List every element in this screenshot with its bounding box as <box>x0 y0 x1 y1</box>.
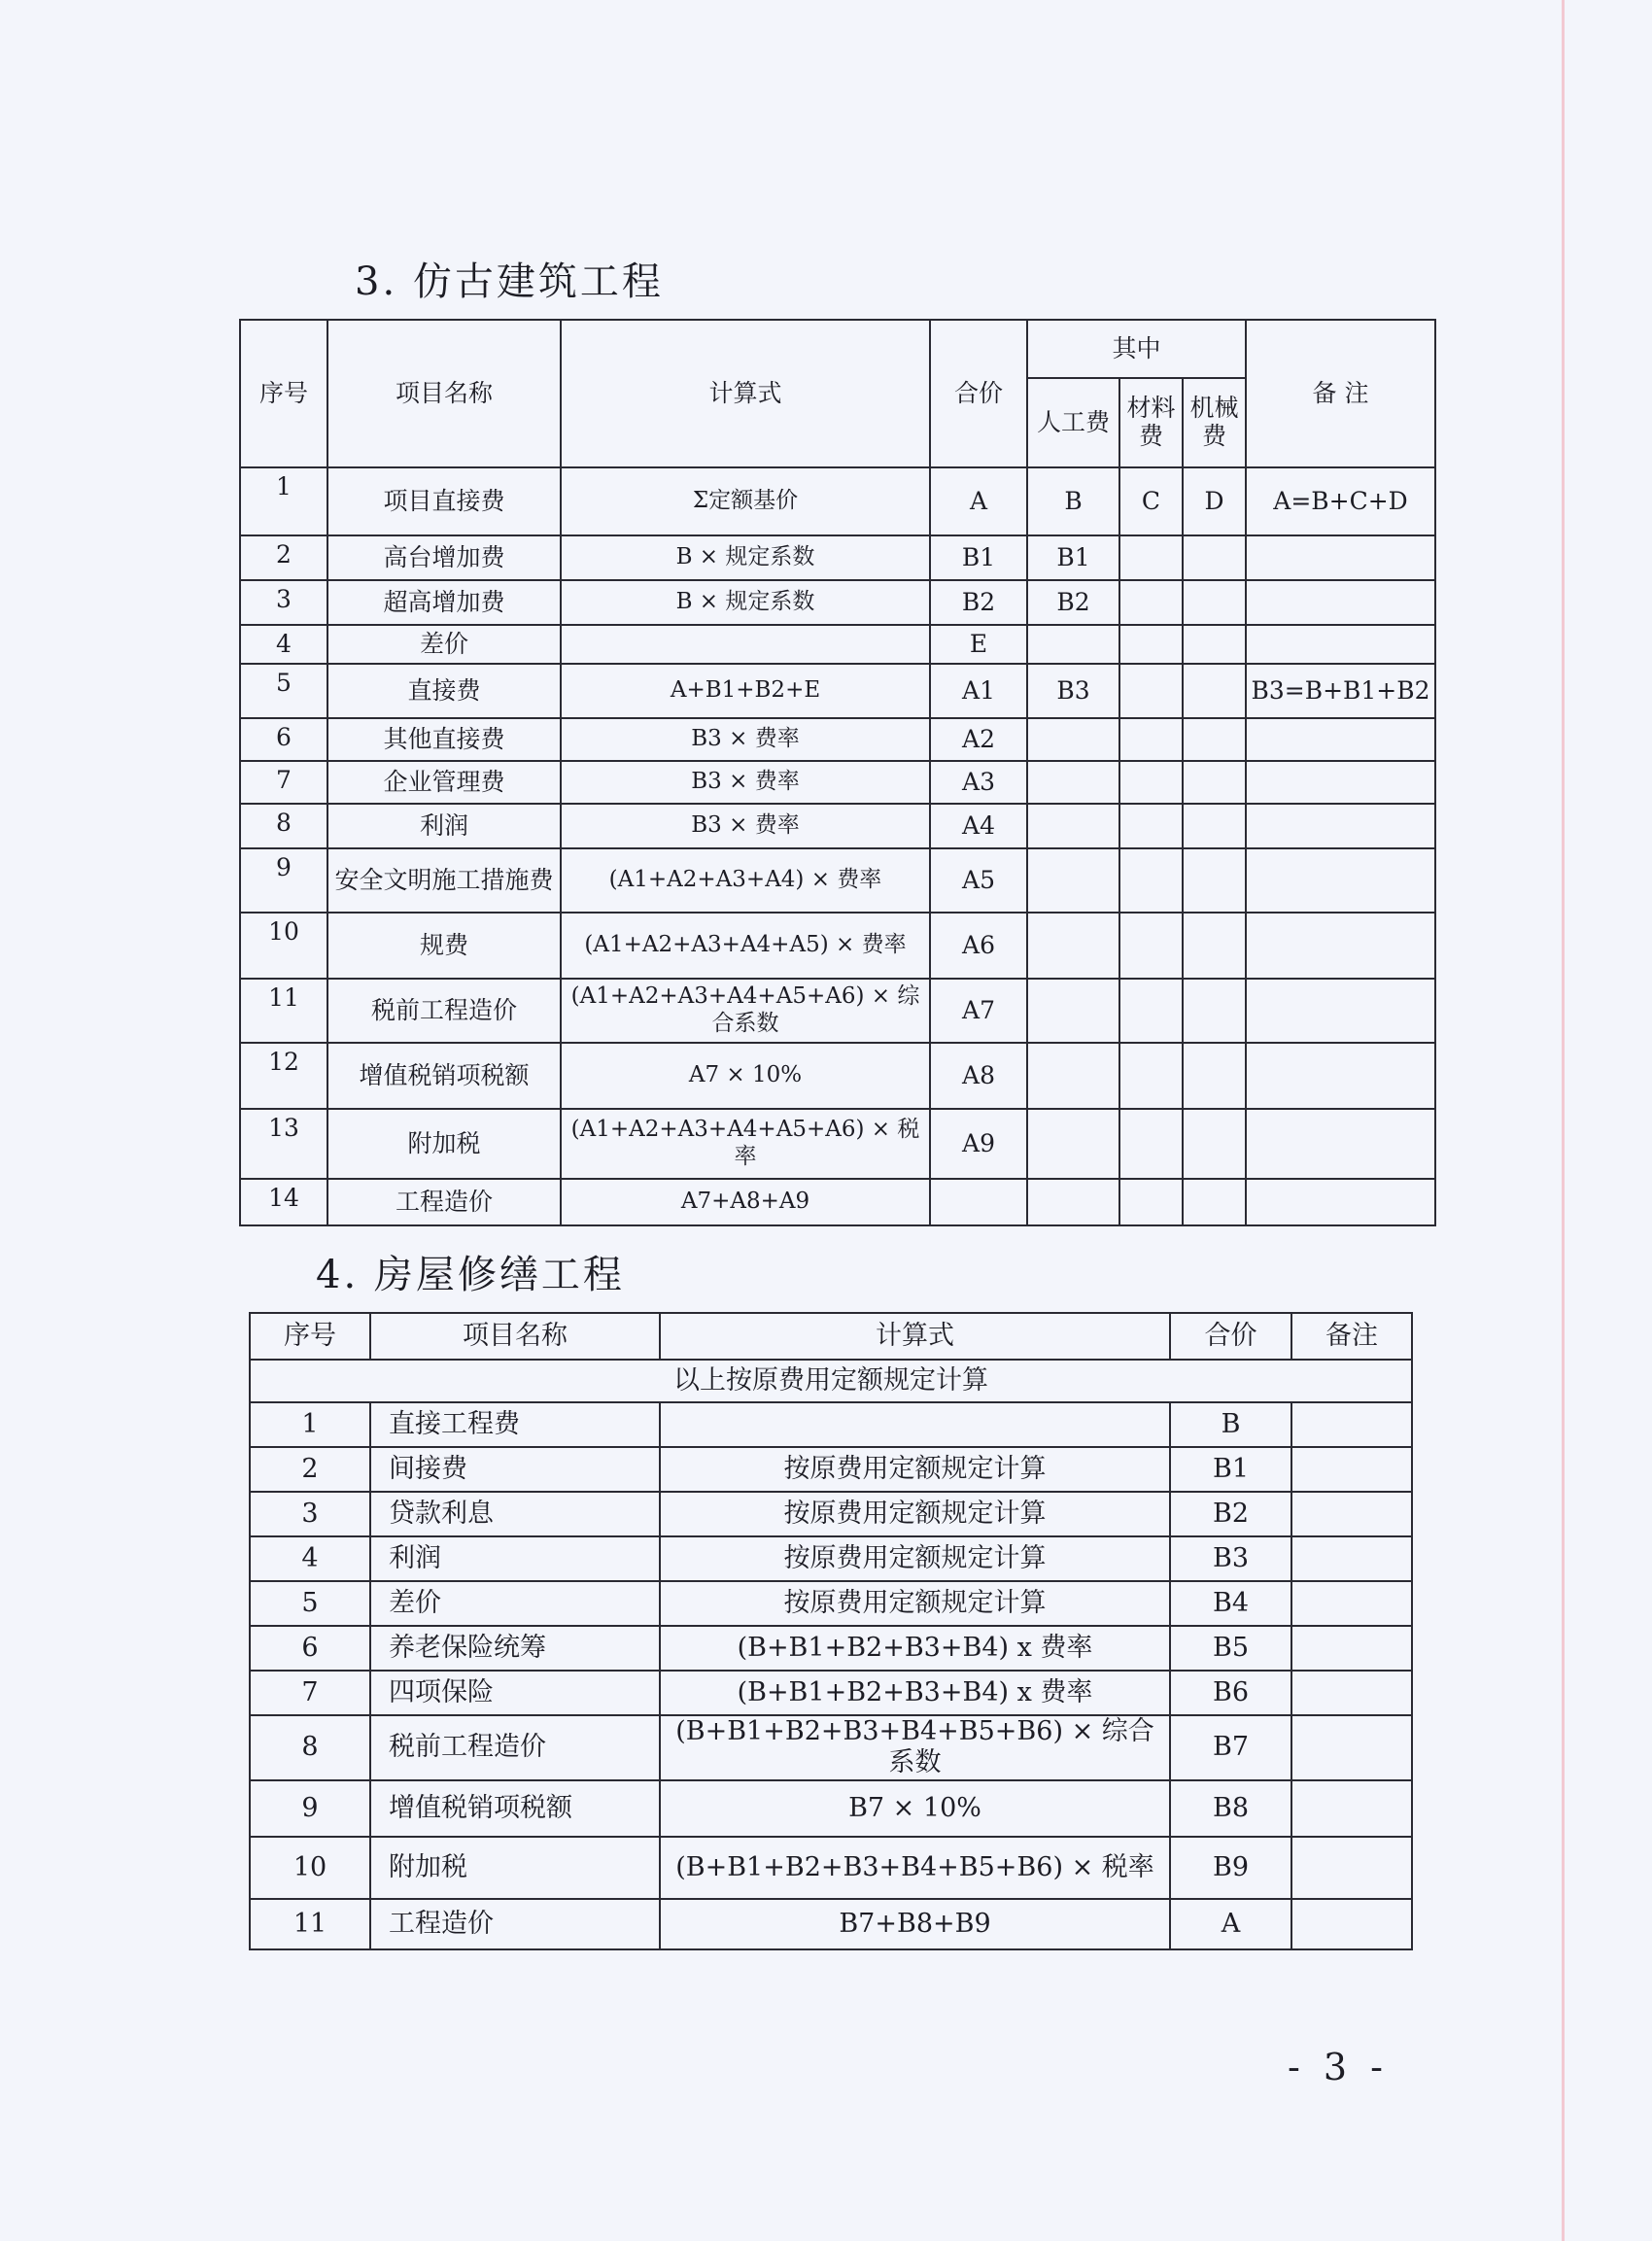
cell-name: 工程造价 <box>370 1899 660 1949</box>
cell-remark <box>1246 761 1435 804</box>
cell-labor <box>1027 1043 1119 1109</box>
cell-total: B6 <box>1170 1671 1291 1715</box>
header-remark: 备 注 <box>1246 320 1435 467</box>
cell-material <box>1119 913 1183 979</box>
cell-name: 其他直接费 <box>327 718 561 761</box>
page-edge-line <box>1562 0 1565 2241</box>
cell-formula: B7+B8+B9 <box>660 1899 1170 1949</box>
table-row <box>240 535 1435 580</box>
cell-machine: D <box>1183 467 1246 535</box>
table-row <box>240 580 1435 625</box>
cell-no: 10 <box>250 1837 370 1899</box>
cell-remark <box>1291 1536 1412 1581</box>
table-row <box>250 1715 1412 1780</box>
header-machine: 机械费 <box>1183 378 1246 467</box>
cell-remark <box>1246 804 1435 848</box>
cell-no: 13 <box>240 1109 327 1179</box>
cell-total: A9 <box>930 1109 1027 1179</box>
cell-material <box>1119 664 1183 718</box>
table-row <box>240 979 1435 1043</box>
cell-material <box>1119 718 1183 761</box>
cell-name: 差价 <box>370 1581 660 1626</box>
cell-material <box>1119 979 1183 1043</box>
cell-formula: (B+B1+B2+B3+B4+B5+B6) × 综合系数 <box>660 1715 1170 1780</box>
cell-total: B8 <box>1170 1780 1291 1837</box>
cell-remark <box>1246 580 1435 625</box>
cell-remark: B3=B+B1+B2 <box>1246 664 1435 718</box>
cell-no: 3 <box>250 1492 370 1536</box>
cell-formula: 按原费用定额规定计算 <box>660 1492 1170 1536</box>
cell-remark <box>1291 1447 1412 1492</box>
table-row <box>240 804 1435 848</box>
cell-no: 2 <box>240 535 327 580</box>
cell-labor <box>1027 1109 1119 1179</box>
cell-remark <box>1246 1043 1435 1109</box>
cell-total: B <box>1170 1402 1291 1447</box>
cell-formula: A7 × 10% <box>561 1043 930 1109</box>
cell-name: 增值税销项税额 <box>327 1043 561 1109</box>
cell-formula: B3 × 费率 <box>561 718 930 761</box>
cell-labor <box>1027 718 1119 761</box>
cell-total: A <box>930 467 1027 535</box>
cell-remark <box>1246 913 1435 979</box>
cell-no: 5 <box>250 1581 370 1626</box>
cell-remark <box>1246 625 1435 664</box>
cell-material <box>1119 1109 1183 1179</box>
cell-total: B2 <box>1170 1492 1291 1536</box>
cell-remark <box>1246 535 1435 580</box>
cell-formula: B3 × 费率 <box>561 761 930 804</box>
cell-formula: (B+B1+B2+B3+B4) x 费率 <box>660 1671 1170 1715</box>
cell-formula: (B+B1+B2+B3+B4) x 费率 <box>660 1626 1170 1671</box>
table-row <box>240 1043 1435 1109</box>
cell-name: 附加税 <box>370 1837 660 1899</box>
cell-machine <box>1183 664 1246 718</box>
cell-total: A3 <box>930 761 1027 804</box>
cell-material <box>1119 625 1183 664</box>
cell-no: 3 <box>240 580 327 625</box>
cell-no: 5 <box>240 664 327 718</box>
fee-table-house-repair <box>249 1312 1413 1950</box>
cell-no: 14 <box>240 1179 327 1225</box>
cell-remark <box>1291 1626 1412 1671</box>
cell-no: 6 <box>250 1626 370 1671</box>
header-total: 合价 <box>930 320 1027 467</box>
cell-total: B1 <box>930 535 1027 580</box>
cell-total: B7 <box>1170 1715 1291 1780</box>
cell-formula <box>660 1402 1170 1447</box>
cell-name: 工程造价 <box>327 1179 561 1225</box>
header-of-which: 其中 <box>1027 320 1246 378</box>
cell-remark <box>1246 848 1435 913</box>
cell-name: 安全文明施工措施费 <box>327 848 561 913</box>
cell-no: 1 <box>250 1402 370 1447</box>
cell-total: A7 <box>930 979 1027 1043</box>
cell-name: 贷款利息 <box>370 1492 660 1536</box>
cell-no: 10 <box>240 913 327 979</box>
table-row <box>240 761 1435 804</box>
cell-machine <box>1183 580 1246 625</box>
cell-machine <box>1183 625 1246 664</box>
cell-name: 附加税 <box>327 1109 561 1179</box>
cell-no: 6 <box>240 718 327 761</box>
cell-no: 4 <box>240 625 327 664</box>
cell-name: 高台增加费 <box>327 535 561 580</box>
cell-machine <box>1183 848 1246 913</box>
cell-material <box>1119 848 1183 913</box>
page-number: - 3 - <box>1288 2046 1390 2088</box>
cell-total <box>930 1179 1027 1225</box>
table-row <box>250 1402 1412 1447</box>
table-row <box>240 1179 1435 1225</box>
cell-machine <box>1183 1043 1246 1109</box>
header-formula: 计算式 <box>660 1313 1170 1360</box>
cell-name: 增值税销项税额 <box>370 1780 660 1837</box>
cell-total: A5 <box>930 848 1027 913</box>
cell-formula: (A1+A2+A3+A4+A5+A6) × 综合系数 <box>561 979 930 1043</box>
cell-remark <box>1291 1492 1412 1536</box>
cell-total: B9 <box>1170 1837 1291 1899</box>
span-note-row: 以上按原费用定额规定计算 <box>250 1360 1412 1402</box>
table-row <box>250 1671 1412 1715</box>
cell-formula: (A1+A2+A3+A4+A5) × 费率 <box>561 913 930 979</box>
cell-labor <box>1027 913 1119 979</box>
cell-machine <box>1183 979 1246 1043</box>
table-row <box>240 913 1435 979</box>
cell-total: B4 <box>1170 1581 1291 1626</box>
cell-material <box>1119 804 1183 848</box>
cell-machine <box>1183 804 1246 848</box>
cell-formula: 按原费用定额规定计算 <box>660 1447 1170 1492</box>
cell-name: 间接费 <box>370 1447 660 1492</box>
cell-formula: 按原费用定额规定计算 <box>660 1536 1170 1581</box>
cell-name: 税前工程造价 <box>327 979 561 1043</box>
cell-formula: (A1+A2+A3+A4+A5+A6) × 税率 <box>561 1109 930 1179</box>
table-row <box>240 664 1435 718</box>
cell-labor <box>1027 804 1119 848</box>
cell-remark <box>1291 1715 1412 1780</box>
cell-labor <box>1027 979 1119 1043</box>
cell-total: B5 <box>1170 1626 1291 1671</box>
cell-no: 9 <box>250 1780 370 1837</box>
cell-remark <box>1291 1780 1412 1837</box>
cell-total: B2 <box>930 580 1027 625</box>
cell-material <box>1119 761 1183 804</box>
table-row <box>240 848 1435 913</box>
cell-total: A4 <box>930 804 1027 848</box>
cell-material <box>1119 1043 1183 1109</box>
cell-total: B3 <box>1170 1536 1291 1581</box>
cell-material <box>1119 535 1183 580</box>
cell-machine <box>1183 535 1246 580</box>
cell-no: 2 <box>250 1447 370 1492</box>
cell-name: 超高增加费 <box>327 580 561 625</box>
cell-name: 四项保险 <box>370 1671 660 1715</box>
cell-no: 7 <box>240 761 327 804</box>
cell-name: 养老保险统筹 <box>370 1626 660 1671</box>
cell-total: A6 <box>930 913 1027 979</box>
cell-machine <box>1183 1109 1246 1179</box>
cell-machine <box>1183 913 1246 979</box>
table-row <box>250 1536 1412 1581</box>
cell-remark <box>1246 979 1435 1043</box>
header-seq: 序号 <box>250 1313 370 1360</box>
cell-formula: B × 规定系数 <box>561 580 930 625</box>
cell-remark <box>1246 1179 1435 1225</box>
header-labor: 人工费 <box>1027 378 1119 467</box>
cell-remark <box>1291 1671 1412 1715</box>
cell-formula <box>561 625 930 664</box>
cell-material <box>1119 1179 1183 1225</box>
cell-labor: B1 <box>1027 535 1119 580</box>
cell-formula: 按原费用定额规定计算 <box>660 1581 1170 1626</box>
cell-name: 直接工程费 <box>370 1402 660 1447</box>
cell-formula: B3 × 费率 <box>561 804 930 848</box>
table-row <box>240 467 1435 535</box>
cell-remark <box>1246 1109 1435 1179</box>
cell-labor: B3 <box>1027 664 1119 718</box>
cell-name: 项目直接费 <box>327 467 561 535</box>
cell-formula: (A1+A2+A3+A4) × 费率 <box>561 848 930 913</box>
section-4-title: 4. 房屋修缮工程 <box>316 1253 625 1297</box>
cell-no: 8 <box>250 1715 370 1780</box>
cell-remark <box>1291 1899 1412 1949</box>
cell-remark <box>1246 718 1435 761</box>
cell-no: 11 <box>240 979 327 1043</box>
cell-name: 企业管理费 <box>327 761 561 804</box>
table-row <box>250 1626 1412 1671</box>
cell-formula: B7 × 10% <box>660 1780 1170 1837</box>
cell-labor <box>1027 848 1119 913</box>
header-seq: 序号 <box>240 320 327 467</box>
cell-total: A1 <box>930 664 1027 718</box>
cell-labor <box>1027 761 1119 804</box>
cell-machine <box>1183 1179 1246 1225</box>
header-name: 项目名称 <box>370 1313 660 1360</box>
cell-no: 12 <box>240 1043 327 1109</box>
cell-remark <box>1291 1581 1412 1626</box>
cell-total: B1 <box>1170 1447 1291 1492</box>
table-row <box>250 1837 1412 1899</box>
cell-labor: B2 <box>1027 580 1119 625</box>
cell-remark <box>1291 1837 1412 1899</box>
table-row <box>240 1109 1435 1179</box>
table-row <box>240 718 1435 761</box>
cell-machine <box>1183 718 1246 761</box>
table-row <box>250 1899 1412 1949</box>
header-total: 合价 <box>1170 1313 1291 1360</box>
table-row <box>250 1780 1412 1837</box>
fee-table-antique-building <box>239 319 1436 1226</box>
cell-labor <box>1027 1179 1119 1225</box>
cell-labor: B <box>1027 467 1119 535</box>
cell-total: A8 <box>930 1043 1027 1109</box>
cell-formula: (B+B1+B2+B3+B4+B5+B6) × 税率 <box>660 1837 1170 1899</box>
table-row <box>250 1447 1412 1492</box>
cell-total: E <box>930 625 1027 664</box>
cell-total: A2 <box>930 718 1027 761</box>
cell-formula: B × 规定系数 <box>561 535 930 580</box>
cell-formula: A7+A8+A9 <box>561 1179 930 1225</box>
cell-name: 利润 <box>370 1536 660 1581</box>
cell-name: 直接费 <box>327 664 561 718</box>
cell-formula: A+B1+B2+E <box>561 664 930 718</box>
section-3-title: 3. 仿古建筑工程 <box>355 259 664 304</box>
cell-no: 1 <box>240 467 327 535</box>
cell-material: C <box>1119 467 1183 535</box>
cell-remark <box>1291 1402 1412 1447</box>
table-row <box>240 625 1435 664</box>
cell-remark: A=B+C+D <box>1246 467 1435 535</box>
header-name: 项目名称 <box>327 320 561 467</box>
cell-name: 税前工程造价 <box>370 1715 660 1780</box>
table-row <box>250 1581 1412 1626</box>
cell-name: 差价 <box>327 625 561 664</box>
cell-no: 8 <box>240 804 327 848</box>
cell-formula: Σ定额基价 <box>561 467 930 535</box>
cell-labor <box>1027 625 1119 664</box>
table-row <box>250 1492 1412 1536</box>
cell-no: 7 <box>250 1671 370 1715</box>
cell-total: A <box>1170 1899 1291 1949</box>
cell-name: 规费 <box>327 913 561 979</box>
header-formula: 计算式 <box>561 320 930 467</box>
header-remark: 备注 <box>1291 1313 1412 1360</box>
cell-no: 4 <box>250 1536 370 1581</box>
cell-name: 利润 <box>327 804 561 848</box>
cell-machine <box>1183 761 1246 804</box>
cell-no: 9 <box>240 848 327 913</box>
cell-material <box>1119 580 1183 625</box>
header-material: 材料费 <box>1119 378 1183 467</box>
cell-no: 11 <box>250 1899 370 1949</box>
